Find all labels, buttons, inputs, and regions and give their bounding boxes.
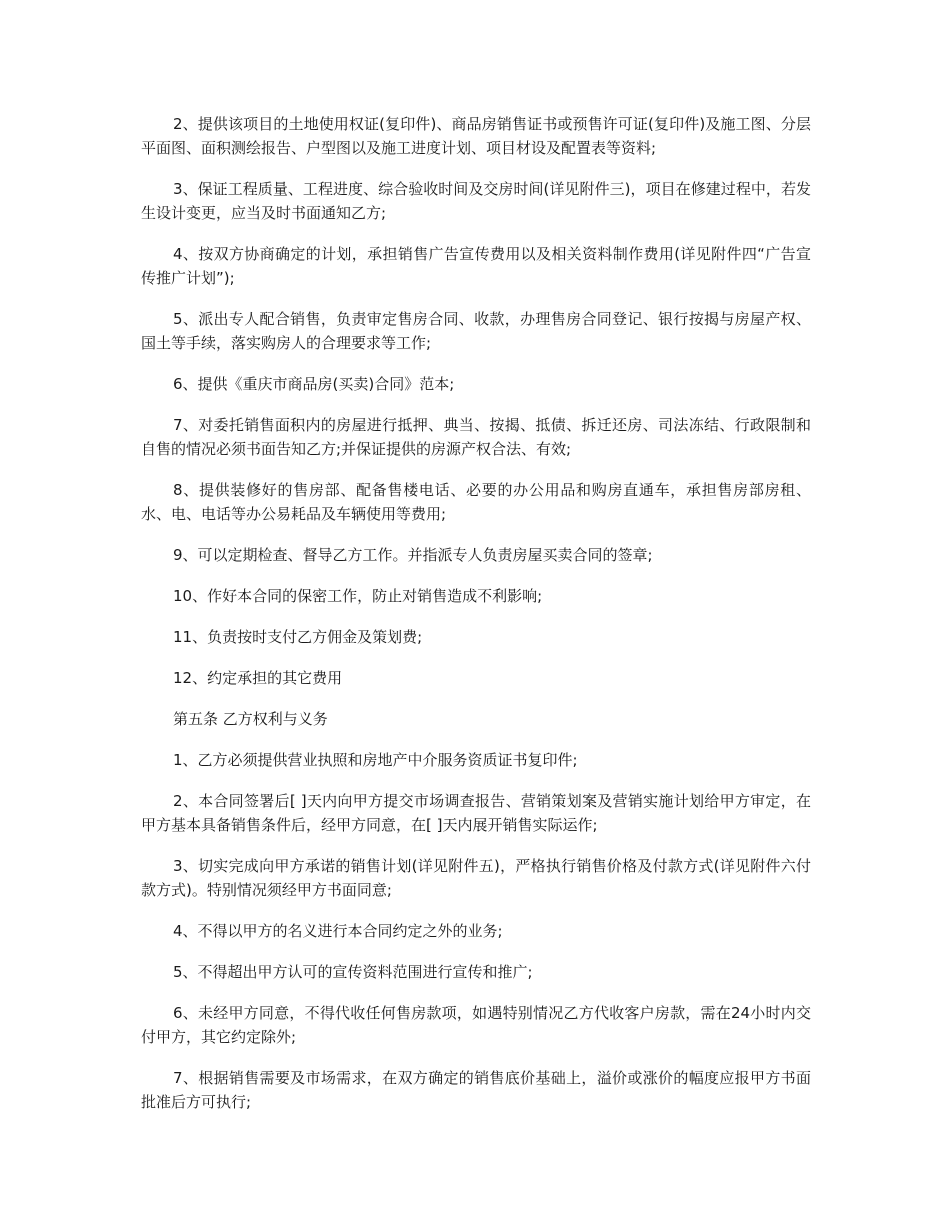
- clause-paragraph: 6、提供《重庆市商品房(买卖)合同》范本;: [173, 375, 455, 393]
- clause-paragraph: 5、不得超出甲方认可的宣传资料范围进行宣传和推广;: [173, 963, 533, 981]
- clause-paragraph: 11、负责按时支付乙方佣金及策划费;: [173, 628, 423, 646]
- clause-paragraph: 4、不得以甲方的名义进行本合同约定之外的业务;: [173, 922, 503, 940]
- clause-paragraph: 8、提供装修好的售房部、配备售楼电话、必要的办公用品和购房直通车，承担售房部房租、水、电、电话等办公易耗品及车辆使用等费用;: [141, 481, 811, 523]
- clause-paragraph: 3、切实完成向甲方承诺的销售计划(详见附件五)，严格执行销售价格及付款方式(详见附件六付款方式)。特别情况须经甲方书面同意;: [141, 857, 811, 899]
- clause-paragraph: 7、对委托销售面积内的房屋进行抵押、典当、按揭、抵债、拆迁还房、司法冻结、行政限制和自售的情况必须书面告知乙方;并保证提供的房源产权合法、有效;: [141, 416, 811, 458]
- clause-paragraph: 1、乙方必须提供营业执照和房地产中介服务资质证书复印件;: [173, 751, 578, 769]
- clause-paragraph: 3、保证工程质量、工程进度、综合验收时间及交房时间(详见附件三)，项目在修建过程中，若发生设计变更，应当及时书面通知乙方;: [141, 180, 811, 222]
- clause-paragraph: 2、提供该项目的土地使用权证(复印件)、商品房销售证书或预售许可证(复印件)及施工图、分层平面图、面积测绘报告、户型图以及施工进度计划、项目材设及配置表等资料;: [141, 115, 811, 157]
- clause-paragraph: 12、约定承担的其它费用: [173, 669, 343, 687]
- clause-paragraph: 9、可以定期检查、督导乙方工作。并指派专人负责房屋买卖合同的签章;: [173, 546, 653, 564]
- clause-paragraph: 2、本合同签署后[ ]天内向甲方提交市场调查报告、营销策划案及营销实施计划给甲方审定，在甲方基本具备销售条件后，经甲方同意，在[ ]天内展开销售实际运作;: [141, 792, 811, 834]
- clause-paragraph: 5、派出专人配合销售，负责审定售房合同、收款，办理售房合同登记、银行按揭与房屋产权、国土等手续，落实购房人的合理要求等工作;: [141, 310, 811, 352]
- clause-paragraph: 7、根据销售需要及市场需求，在双方确定的销售底价基础上，溢价或涨价的幅度应报甲方书面批准后方可执行;: [141, 1069, 811, 1111]
- clause-paragraph: 10、作好本合同的保密工作，防止对销售造成不利影响;: [173, 587, 543, 605]
- clause-paragraph: 4、按双方协商确定的计划，承担销售广告宣传费用以及相关资料制作费用(详见附件四“广告宣传推广计划”);: [141, 245, 811, 287]
- document-body: [141, 112, 811, 1131]
- clause-paragraph: 6、未经甲方同意，不得代收任何售房款项，如遇特别情况乙方代收客户房款，需在24小时内交付甲方，其它约定除外;: [141, 1004, 811, 1046]
- section-heading: 第五条 乙方权利与义务: [173, 710, 328, 728]
